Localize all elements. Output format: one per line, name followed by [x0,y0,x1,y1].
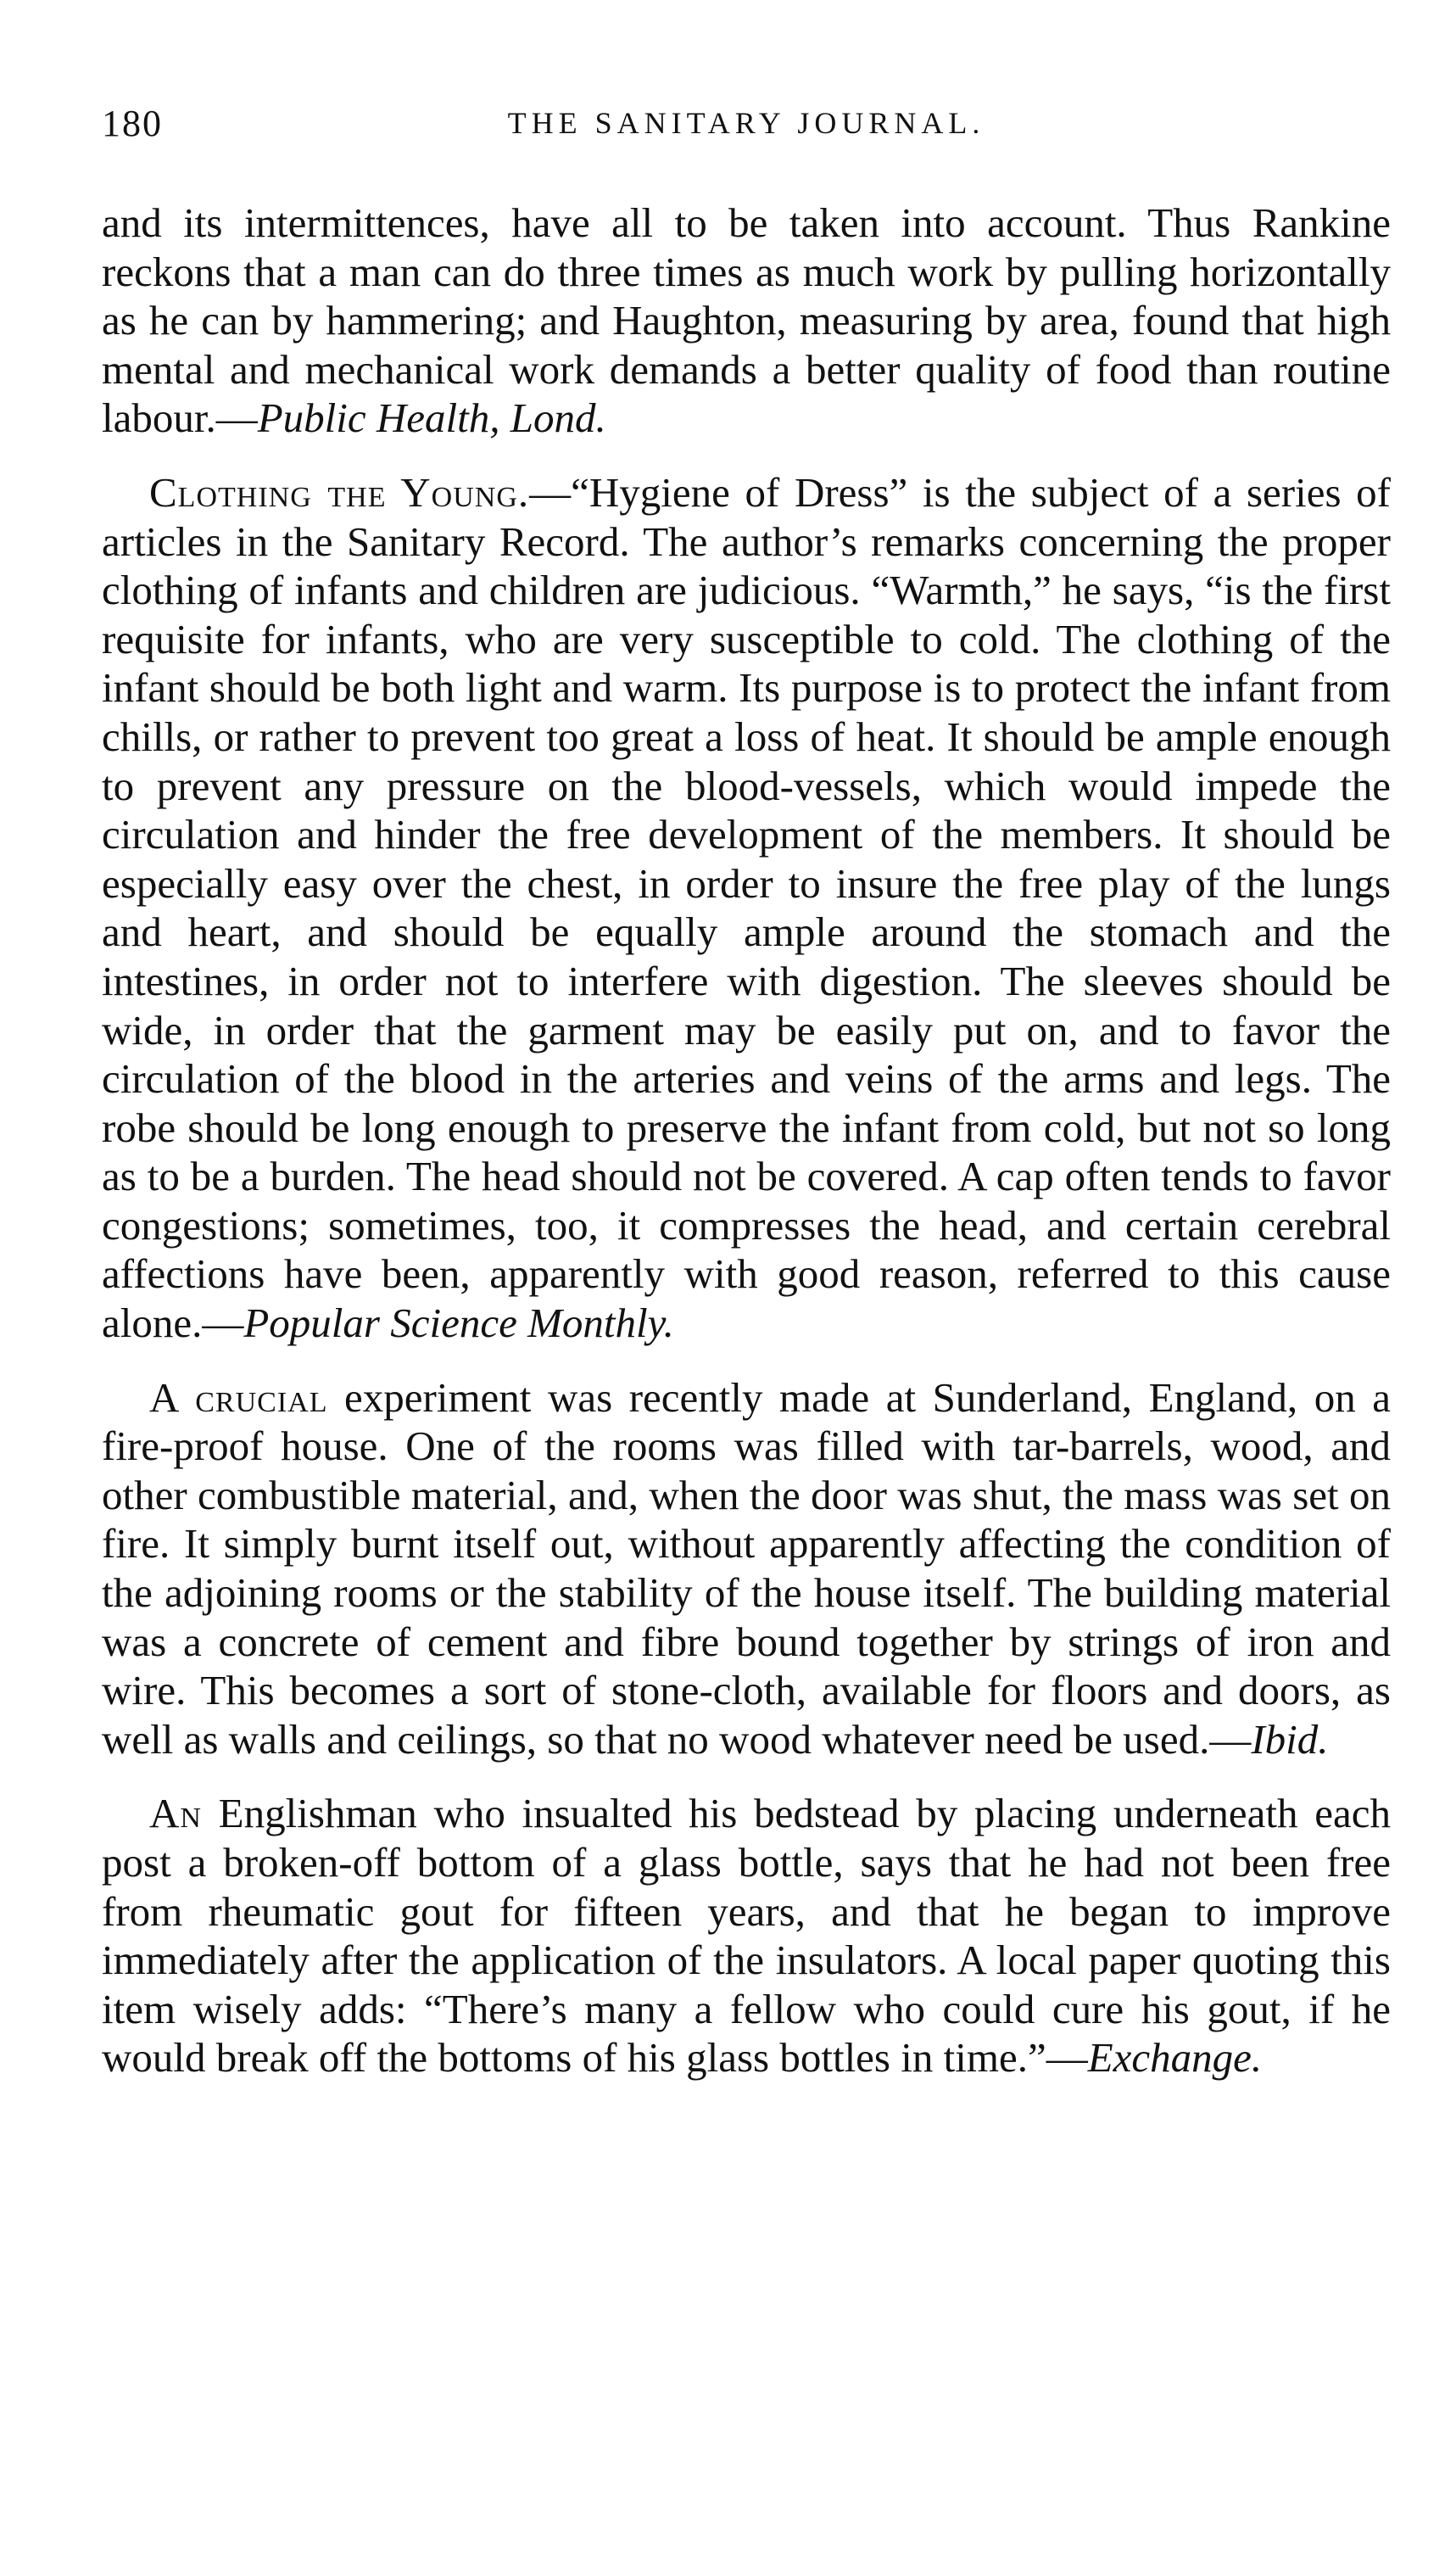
page-number: 180 [102,103,163,144]
paragraph-labour-continuation [102,198,1391,443]
source-citation: Ibid. [1251,1715,1329,1763]
paragraph-lead: Clothing the Young. [149,468,530,516]
paragraph-text: —“Hygiene of Dress” is the subject of a series of articles in the Sanitary Record. The author’s remarks concerning the proper clothing of infants and children are judicious. “Warmth,” he says, “is the first requisite for infants, who are very susceptible to cold. The clothing of the infant should be both light and warm. Its purpose is to protect the infant from chills, or rather to prevent too great a loss of heat. It should be ample enough to prevent any pressure on the blood-vessels, which would impede the circulation and hinder the free development of the members. It should be especially easy over the chest, in order to insure the free play of the lungs and heart, and should be equally ample around the stomach and the intestines, in order not to interfere with digestion. The sleeves should be wide, in order that the garment may be easily put on, and to favor the circulation of the blood in the arteries and veins of the arms and legs. The robe should be long enough to preserve the infant from cold, but not so long as to be a burden. The head should not be covered. A cap often tends to favor congestions; sometimes, too, it compresses the head, and certain cerebral affections have been, apparently with good reason, referred to this cause alone.— [102,468,1391,1347]
paragraph-englishman-bedstead [102,1789,1391,2082]
paragraph-text: experiment was recently made at Sunderland, England, on a fire-proof house. One of the rooms was filled with tar-barrels, wood, and other combustible material, and, when the door was shut, the mass was set on fire. It simply burnt itself out, without apparently affecting the condition of the adjoining rooms or the stability of the house itself. The building material was a concrete of cement and fibre bound together by strings of iron and wire. This becomes a sort of stone-cloth, available for floors and doors, as well as walls and ceilings, so that no wood whatever need be used.— [102,1373,1391,1763]
paragraph-text: Englishman who insualted his bedstead by placing underneath each post a broken-off bottom of a glass bottle, says that he had not been free from rheumatic gout for fifteen years, and that he began to improve immediately after the application of the insulators. A local paper quoting this item wisely adds: “There’s many a fellow who could cure his gout, if he would break off the bottoms of his glass bottles in time.”— [102,1790,1391,2082]
paragraph-clothing-the-young [102,468,1391,1348]
journal-title: THE SANITARY JOURNAL. [507,106,985,140]
paragraph-crucial-experiment [102,1373,1391,1764]
source-citation: Popular Science Monthly. [243,1299,674,1347]
running-head [102,93,1391,161]
paragraph-text: and its intermittences, have all to be taken into account. Thus Rankine reckons that a man can do three times as much work by pulling horizontally as he can by hammering; and Haughton, measuring by area, found that high mental and mechanical work demands a better quality of food than routine labour.— [102,199,1391,442]
paragraph-lead: An [149,1790,202,1837]
source-citation: Public Health, Lond. [257,394,606,442]
journal-page [102,93,1391,2108]
paragraph-lead: A crucial [149,1373,328,1421]
source-citation: Exchange. [1087,2034,1263,2082]
article-body [102,198,1391,2082]
